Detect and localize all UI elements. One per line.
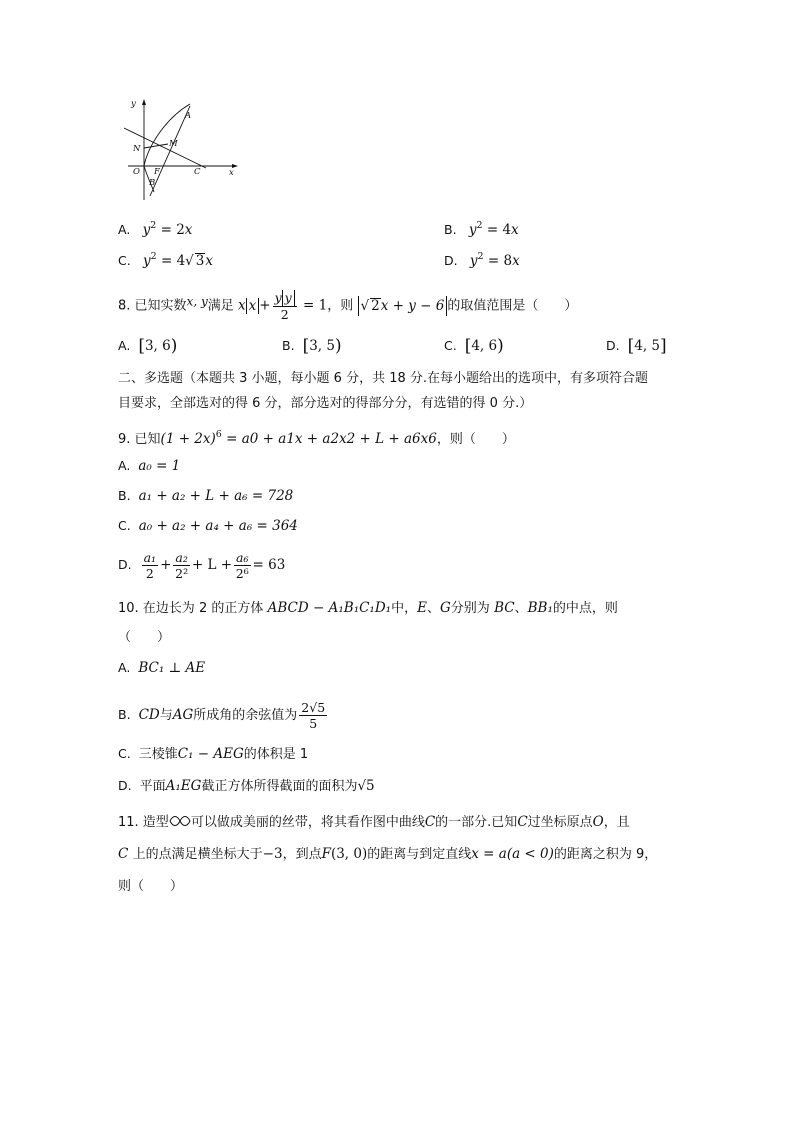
label-A: A xyxy=(185,111,192,121)
option-label: B. xyxy=(444,222,457,237)
label-O: O xyxy=(133,167,140,177)
q8-option-c[interactable]: C. [4, 6) xyxy=(444,336,504,356)
q10-stem: 10. 在边长为 2 的正方体 ABCD − A₁B₁C₁D₁中，E、G分别为 BC、BB₁的中点，则 xyxy=(118,600,618,616)
section-heading: 二、多选题（本题共 3 小题，每小题 6 分，共 18 分.在每小题给出的选项中，有多项符合题 xyxy=(118,371,649,386)
label-B: B xyxy=(149,178,156,188)
option-label: C. xyxy=(118,746,131,761)
fraction: $\frac{\text{a₁}}{2}$ xyxy=(143,550,157,581)
q11-stem-line2: C 上的点满足横坐标大于−3，到点F(3, 0)的距离与到定直线x = a(a < 0)的距离之积为 9， xyxy=(118,846,658,862)
q7-option-a[interactable]: A. $y^2 = 2x$ xyxy=(118,220,193,238)
q9-option-a[interactable]: A. a₀ = 1 xyxy=(118,458,181,474)
label-y: y xyxy=(131,99,136,109)
option-label: A. xyxy=(118,458,131,473)
option-label: B. xyxy=(118,488,131,503)
option-label: C. xyxy=(118,518,131,533)
option-label: C. xyxy=(118,253,131,268)
section-heading-cont: 目要求，全部选对的得 6 分，部分选对的得部分分，有选错的得 0 分.） xyxy=(118,396,533,411)
q10-option-c[interactable]: C. 三棱锥C₁ − AEG的体积是 1 xyxy=(118,746,309,762)
q8-option-d[interactable]: D. [4, 5] xyxy=(606,336,667,356)
q8-stem: 8. 已知实数x, y满足 x x + $\frac{\text{y y}}{2}$ = 1，则 √ 2x + y − 6 的取值范围是（ ） xyxy=(118,290,578,322)
option-label: A. xyxy=(118,660,131,675)
q7-option-c[interactable]: C. $y^2 = 4√$ 3x xyxy=(118,251,213,269)
option-label: D. xyxy=(118,557,132,572)
q10-option-a[interactable]: A. BC₁ ⊥ AE xyxy=(118,660,206,676)
fraction: $\frac{\text{y y}}{2}$ xyxy=(273,290,297,322)
fraction: $\frac{\text{a₂}}{\text{2²}}$ xyxy=(175,550,189,581)
option-label: B. xyxy=(118,707,131,722)
label-F: F xyxy=(154,167,160,177)
q7-option-d[interactable]: D. $y^2 = 8x$ xyxy=(444,251,520,269)
option-label: C. xyxy=(444,338,457,353)
label-C: C xyxy=(194,167,201,177)
q11-stem-line3: 则（ ） xyxy=(118,879,184,894)
option-label: D. xyxy=(118,778,132,793)
q9-option-b[interactable]: B. a₁ + a₂ + L + a₆ = 728 xyxy=(118,488,294,504)
q10-stem-cont: （ ） xyxy=(118,630,171,645)
parabola-figure xyxy=(118,96,240,202)
y-axis-arrow xyxy=(142,99,146,105)
label-x: x xyxy=(229,168,234,178)
q9-stem: 9. 已知$(1 + 2x)^6 = a0 + a1x + a2x2 + L + a6x6$，则（ ） xyxy=(118,429,515,447)
option-label: D. xyxy=(606,338,620,353)
option-label: A. xyxy=(118,222,131,237)
label-M: M xyxy=(169,139,178,149)
ribbon-icon xyxy=(169,814,191,828)
q9-option-d[interactable]: D. $\frac{\text{a₁}}{2}$ + $\frac{\text{a₂}}{\text{2²}}$ + L + $\frac{\text{a₆}}{\text{2⁶}}$ = 63 xyxy=(118,550,286,581)
q11-stem-line1: 11. 造型 可以做成美丽的丝带，将其看作图中曲线C的一部分.已知C过坐标原点O，且 xyxy=(118,814,630,830)
q10-option-b[interactable]: B. CD与AG所成角的余弦值为 $\frac{2√5}{5}$ xyxy=(118,700,326,731)
option-label: B. xyxy=(282,338,295,353)
q7-option-b[interactable]: B. $y^2 = 4x$ xyxy=(444,220,519,238)
q8-option-a[interactable]: A. [3, 6) xyxy=(118,336,178,356)
fraction: $\frac{2√5}{5}$ xyxy=(301,700,326,731)
q8-option-b[interactable]: B. [3, 5) xyxy=(282,336,342,356)
option-label: A. xyxy=(118,338,131,353)
fraction: $\frac{\text{a₆}}{\text{2⁶}}$ xyxy=(235,550,249,581)
q10-option-d[interactable]: D. 平面A₁EG截正方体所得截面的面积为√5 xyxy=(118,778,375,794)
abs-expression: √ 2x + y − 6 xyxy=(358,296,448,316)
q9-option-c[interactable]: C. a₀ + a₂ + a₄ + a₆ = 364 xyxy=(118,518,298,534)
option-label: D. xyxy=(444,253,458,268)
label-N: N xyxy=(133,144,141,154)
